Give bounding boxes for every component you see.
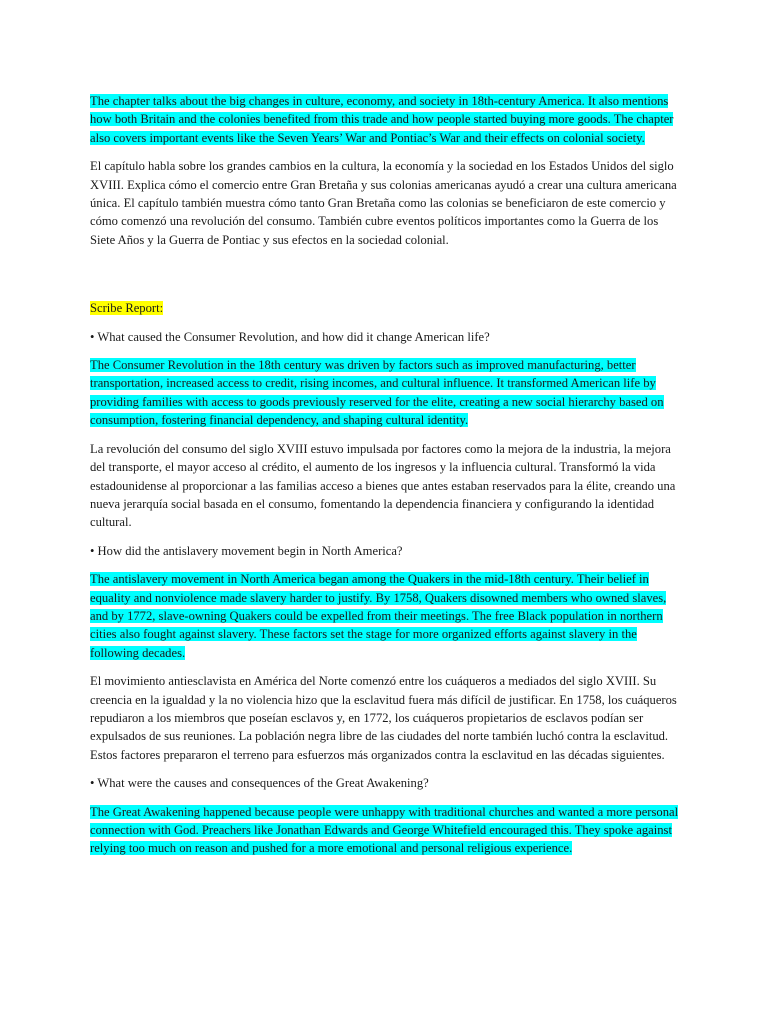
intro-english-paragraph: [90, 92, 680, 147]
answer-3-english-paragraph: [90, 803, 680, 858]
answer-2-english-text: The antislavery movement in North America began among the Quakers in the mid-18th century. Their belief in equality and nonviolence made slavery harder to justify. By 1758, Quakers disowned members who owned slaves, and by 1772, slave-owning Quakers could be expelled from their meetings. The free Black population in northern cities also fought against slavery. These factors set the stage for more organized efforts against slavery in the following decades.: [90, 572, 667, 660]
document-page: [90, 92, 680, 868]
answer-1-spanish-paragraph: La revolución del consumo del siglo XVIII estuvo impulsada por factores como la mejora de la industria, la mejora del transporte, el mayor acceso al crédito, el aumento de los ingresos y la influencia cultural. Transformó la vida estadounidense al proporcionar a las familias acceso a bienes que antes estaban reservados para la élite, creando una nueva jerarquía social basada en el consumo, fomentando la dependencia financiera y configurando la identidad cultural.: [90, 441, 676, 530]
question-2: • How did the antislavery movement begin in North America?: [90, 543, 403, 558]
answer-2-english-paragraph: [90, 570, 680, 662]
intro-spanish-paragraph: El capítulo habla sobre los grandes cambios en la cultura, la economía y la sociedad en los Estados Unidos del siglo XVIII. Explica cómo el comercio entre Gran Bretaña y sus colonias americanas ayudó a crear una cultura americana única. El capítulo también muestra cómo tanto Gran Bretaña como las colonias se beneficiaron de este comercio y cómo comenzó una revolución del consumo. También cubre eventos políticos importantes como la Guerra de los Siete Años y la Guerra de Pontiac y sus efectos en la sociedad colonial.: [90, 159, 677, 247]
scribe-report-heading: [90, 299, 680, 317]
question-3: • What were the causes and consequences of the Great Awakening?: [90, 776, 429, 791]
answer-1-english-paragraph: [90, 356, 680, 430]
question-1: • What caused the Consumer Revolution, and how did it change American life?: [90, 329, 490, 344]
scribe-report-heading-text: Scribe Report:: [90, 301, 164, 316]
answer-3-english-text: The Great Awakening happened because people were unhappy with traditional churches and wanted a more personal connection with God. Preachers like Jonathan Edwards and George Whitefield encouraged this. They spoke against relying too much on reason and pushed for a more emotional and personal religious experience.: [90, 804, 679, 856]
answer-1-english-text: The Consumer Revolution in the 18th century was driven by factors such as improved manufacturing, better transportation, increased access to credit, rising incomes, and cultural influence. It transformed American life by providing families with access to goods previously reserved for the elite, creating a new social hierarchy based on consumption, fostering financial dependency, and shaping cultural identity.: [90, 358, 664, 428]
intro-english-text: The chapter talks about the big changes in culture, economy, and society in 18th-century America. It also mentions how both Britain and the colonies benefited from this trade and how people started buying more goods. The chapter also covers important events like the Seven Years’ War and Pontiac’s War and their effects on colonial society.: [90, 94, 674, 145]
section-spacer: [90, 259, 680, 299]
answer-2-spanish-paragraph: El movimiento antiesclavista en América del Norte comenzó entre los cuáqueros a mediados del siglo XVIII. Su creencia en la igualdad y la no violencia hizo que la esclavitud fuera más difícil de justificar. En 1758, los cuáqueros repudiaron a los miembros que poseían esclavos y, en 1772, los cuáqueros propietarios de esclavos podían ser expulsados de sus reuniones. La población negra libre de las ciudades del norte también luchó contra la esclavitud. Estos factores prepararon el terreno para esfuerzos más organizados contra la esclavitud en las décadas siguientes.: [90, 674, 677, 762]
